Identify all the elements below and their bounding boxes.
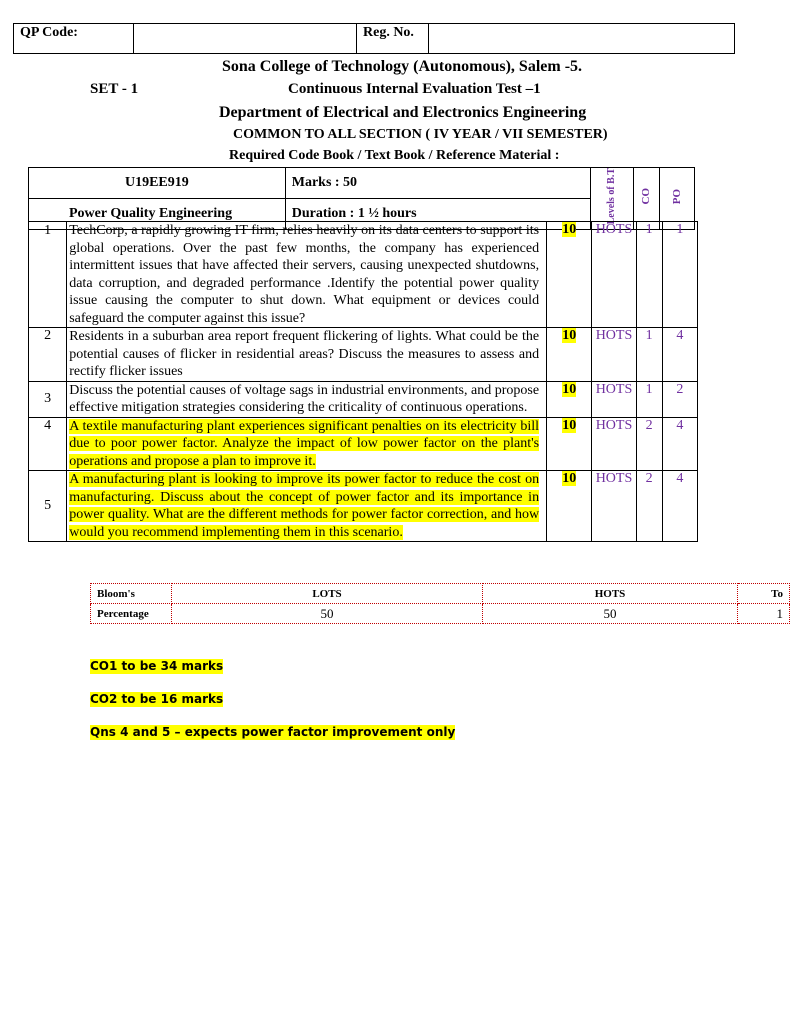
note-co1: CO1 to be 34 marks <box>90 659 224 673</box>
reference-material-line: Required Code Book / Text Book / Reference Material : <box>229 148 560 163</box>
question-co: 1 <box>636 222 662 328</box>
question-level: HOTS <box>592 471 636 542</box>
hots-percentage: 50 <box>483 604 738 624</box>
question-marks-value: 10 <box>562 381 577 397</box>
question-text <box>67 222 547 328</box>
question-marks-value: 10 <box>562 328 577 343</box>
question-text <box>67 381 547 417</box>
question-level: HOTS <box>592 328 636 382</box>
course-name: Power Quality Engineering <box>29 199 286 230</box>
question-po: 1 <box>662 222 697 328</box>
question-co: 1 <box>636 328 662 382</box>
question-level: HOTS <box>592 222 636 328</box>
question-row <box>29 222 698 328</box>
college-name: Sona College of Technology (Autonomous), Salem -5. <box>222 58 583 75</box>
question-text-content: Residents in a suburban area report frequent flickering of lights. What could be the potential causes of flicker in residential areas? Discuss the measures to assess and rectify flicker issues <box>69 329 540 379</box>
question-co: 1 <box>636 381 662 417</box>
percentage-label: Percentage <box>91 604 172 624</box>
question-marks <box>547 222 592 328</box>
test-name: Continuous Internal Evaluation Test –1 <box>288 81 541 97</box>
question-text <box>67 471 547 542</box>
col-levels-label: Levels of B.T <box>605 168 617 225</box>
question-number: 4 <box>29 417 67 471</box>
course-marks: Marks : 50 <box>285 168 590 199</box>
hots-header: HOTS <box>483 584 738 604</box>
question-row <box>29 417 698 471</box>
question-marks-value: 10 <box>562 471 577 486</box>
questions-table <box>28 221 698 542</box>
col-po-label: PO <box>670 188 683 204</box>
blooms-label: Bloom's <box>91 584 172 604</box>
question-marks <box>547 471 592 542</box>
course-duration: Duration : 1 ½ hours <box>285 199 590 230</box>
question-text-content: Discuss the potential causes of voltage sags in industrial environments, and propose effective mitigation strategies considering the criticality of continuous operations. <box>69 382 540 415</box>
question-text <box>67 417 547 471</box>
question-number: 1 <box>29 222 67 328</box>
question-row <box>29 381 698 417</box>
question-marks <box>547 381 592 417</box>
question-number: 2 <box>29 328 67 382</box>
note-qns: Qns 4 and 5 – expects power factor improvement only <box>90 725 456 739</box>
question-level: HOTS <box>592 381 636 417</box>
question-number: 5 <box>29 471 67 542</box>
lots-percentage: 50 <box>172 604 483 624</box>
question-marks-value: 10 <box>562 417 577 433</box>
common-section-line: COMMON TO ALL SECTION ( IV YEAR / VII SEMESTER) <box>233 127 608 142</box>
question-marks <box>547 417 592 471</box>
set-label: SET - 1 <box>90 81 139 97</box>
total-percentage: 1 <box>738 604 790 624</box>
question-row <box>29 328 698 382</box>
question-co: 2 <box>636 417 662 471</box>
question-number: 3 <box>29 381 67 417</box>
question-marks <box>547 328 592 382</box>
qp-code-table <box>13 23 735 54</box>
col-co-label: CO <box>640 187 653 205</box>
question-text-content: A textile manufacturing plant experiences significant penalties on its electricity bill due to poor power factor. Analyze the impact of low power factor on the plant's operations and propose a plan to improve it. <box>69 418 540 469</box>
question-marks-value: 10 <box>562 222 577 237</box>
question-po: 4 <box>662 417 697 471</box>
lots-header: LOTS <box>172 584 483 604</box>
question-text-content: TechCorp, a rapidly growing IT firm, relies heavily on its data centers to support its global operations. Over the past few months, the company has experienced intermittent issues that have affected their servers, causing unexpected shutdowns, data corruption, and degraded performance .Identify the potential power quality issue causing the computer to shut down. What equipment or devices could safeguard the computer against this issue? <box>69 223 540 326</box>
reg-no-value <box>429 24 735 54</box>
blooms-table <box>90 583 790 624</box>
question-text-content: A manufacturing plant is looking to improve its power factor to reduce the cost on manufacturing. Discuss about the concept of power factor and its importance in power quality. What are the different methods for power factor correction, and how would you recommend implementing them in this scenario. <box>69 472 540 540</box>
question-level: HOTS <box>592 417 636 471</box>
qp-code-value <box>134 24 357 54</box>
course-code: U19EE919 <box>29 168 286 199</box>
question-po: 4 <box>662 471 697 542</box>
question-text <box>67 328 547 382</box>
question-po: 2 <box>662 381 697 417</box>
question-co: 2 <box>636 471 662 542</box>
total-header: To <box>738 584 790 604</box>
qp-code-label: QP Code: <box>14 24 134 54</box>
reg-no-label: Reg. No. <box>357 24 429 54</box>
question-row <box>29 471 698 542</box>
note-co2: CO2 to be 16 marks <box>90 692 224 706</box>
question-po: 4 <box>662 328 697 382</box>
department-name: Department of Electrical and Electronics Engineering <box>219 104 587 121</box>
